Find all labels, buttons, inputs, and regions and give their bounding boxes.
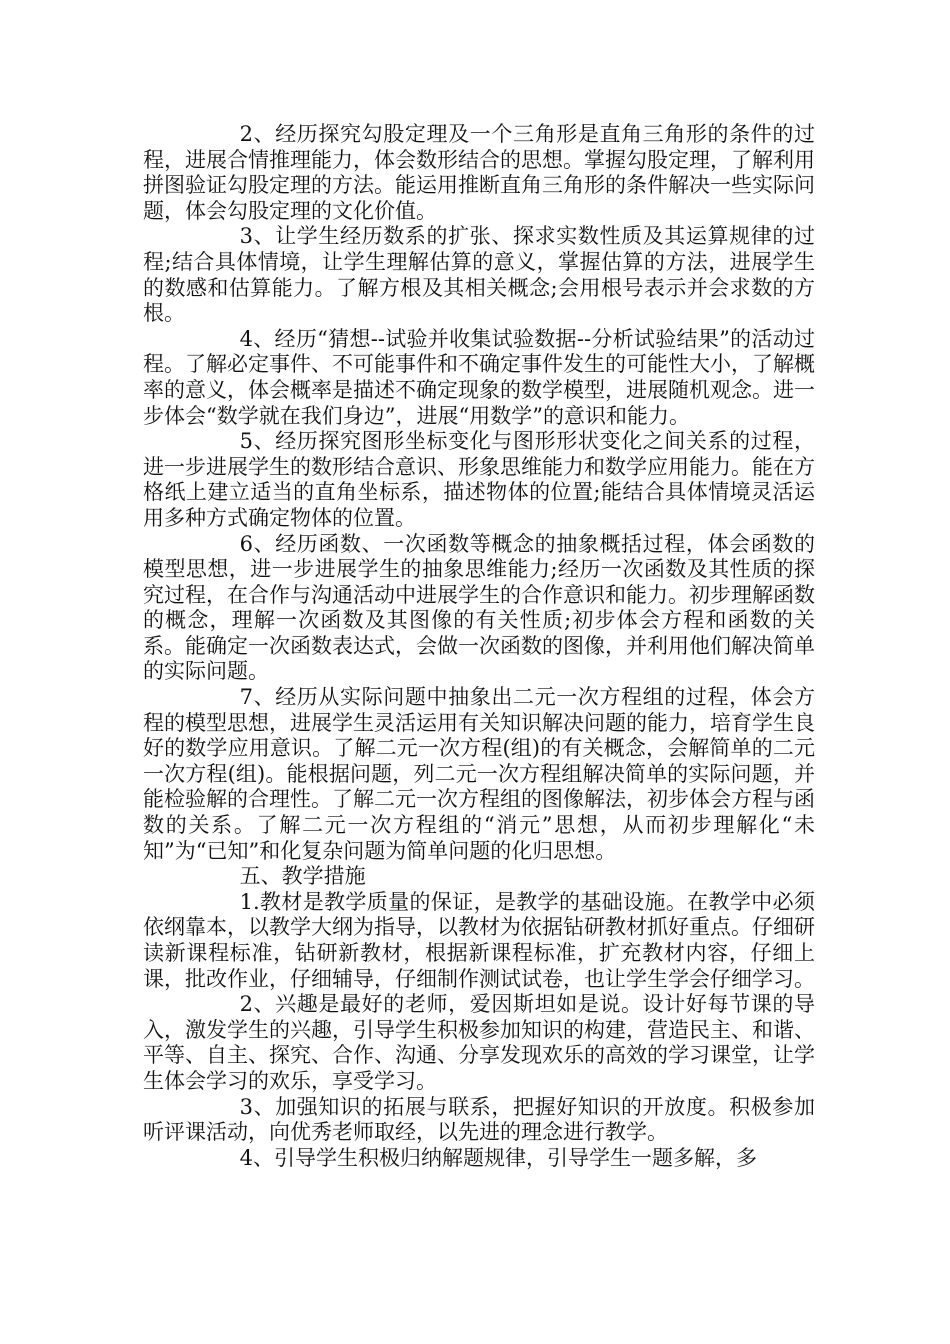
paragraph-goal-2: 2、经历探究勾股定理及一个三角形是直角三角形的条件的过程，进展合情推理能力，体会数形结合的思想。掌握勾股定理，了解利用拼图验证勾股定理的方法。能运用推断直角三角形的条件解决一些实际问题，体会勾股定理的文化价值。 — [143, 122, 815, 223]
paragraph-goal-3: 3、让学生经历数系的扩张、探求实数性质及其运算规律的过程;结合具体情境，让学生理解估算的意义，掌握估算的方法，进展学生的数感和估算能力。了解方根及其相关概念;会用根号表示并会求数的方根。 — [143, 224, 815, 326]
paragraph-measure-4: 4、引导学生积极归纳解题规律，引导学生一题多解，多 — [239, 1145, 757, 1170]
paragraph-measure-1: 1.教材是教学质量的保证，是教学的基础设施。在教学中必须依纲靠本，以教学大纲为指导，以教材为依据钻研教材抓好重点。仔细研读新课程标准，钻研新教材，根据新课程标准，扩充教材内容，仔细上课，批改作业，仔细辅导，仔细制作测试试卷，也让学生学会仔细学习。 — [143, 889, 815, 991]
paragraph-measure-2: 2、兴趣是最好的老师，爱因斯坦如是说。设计好每节课的导入，激发学生的兴趣，引导学生积极参加知识的构建，营造民主、和谐、平等、自主、探究、合作、沟通、分享发现欢乐的高效的学习课堂，让学生体会学习的欢乐，享受学习。 — [143, 992, 815, 1093]
section-heading-teaching-measures: 五、教学措施 — [239, 864, 366, 889]
paragraph-goal-6: 6、经历函数、一次函数等概念的抽象概括过程，体会函数的模型思想，进一步进展学生的抽象思维能力;经历一次函数及其性质的探究过程，在合作与沟通活动中进展学生的合作意识和能力。初步理解函数的概念，理解一次函数及其图像的有关性质;初步体会方程和函数的关系。能确定一次函数表达式，会做一次函数的图像，并利用他们解决简单的实际问题。 — [143, 531, 815, 684]
paragraph-measure-3: 3、加强知识的拓展与联系，把握好知识的开放度。积极参加听评课活动，向优秀老师取经，以先进的理念进行教学。 — [143, 1094, 815, 1145]
paragraph-goal-7: 7、经历从实际问题中抽象出二元一次方程组的过程，体会方程的模型思想，进展学生灵活运用有关知识解决问题的能力，培育学生良好的数学应用意识。了解二元一次方程(组)的有关概念，会解简单的二元一次方程(组)。能根据问题，列二元一次方程组解决简单的实际问题，并能检验解的合理性。了解二元一次方程组的图像解法，初步体会方程与函数的关系。了解二元一次方程组的“消元”思想，从而初步理解化“未知”为“已知”和化复杂问题为简单问题的化归思想。 — [143, 685, 815, 863]
paragraph-goal-5: 5、经历探究图形坐标变化与图形形状变化之间关系的过程，进一步进展学生的数形结合意识、形象思维能力和数学应用能力。能在方格纸上建立适当的直角坐标系，描述物体的位置;能结合具体情境灵活运用多种方式确定物体的位置。 — [143, 429, 815, 530]
paragraph-goal-4: 4、经历“猜想--试验并收集试验数据--分析试验结果”的活动过程。了解必定事件、不可能事件和不确定事件发生的可能性大小，了解概率的意义，体会概率是描述不确定现象的数学模型，进展随机观念。进一步体会“数学就在我们身边”，进展“用数学”的意识和能力。 — [143, 326, 815, 428]
document-body — [143, 122, 815, 1171]
